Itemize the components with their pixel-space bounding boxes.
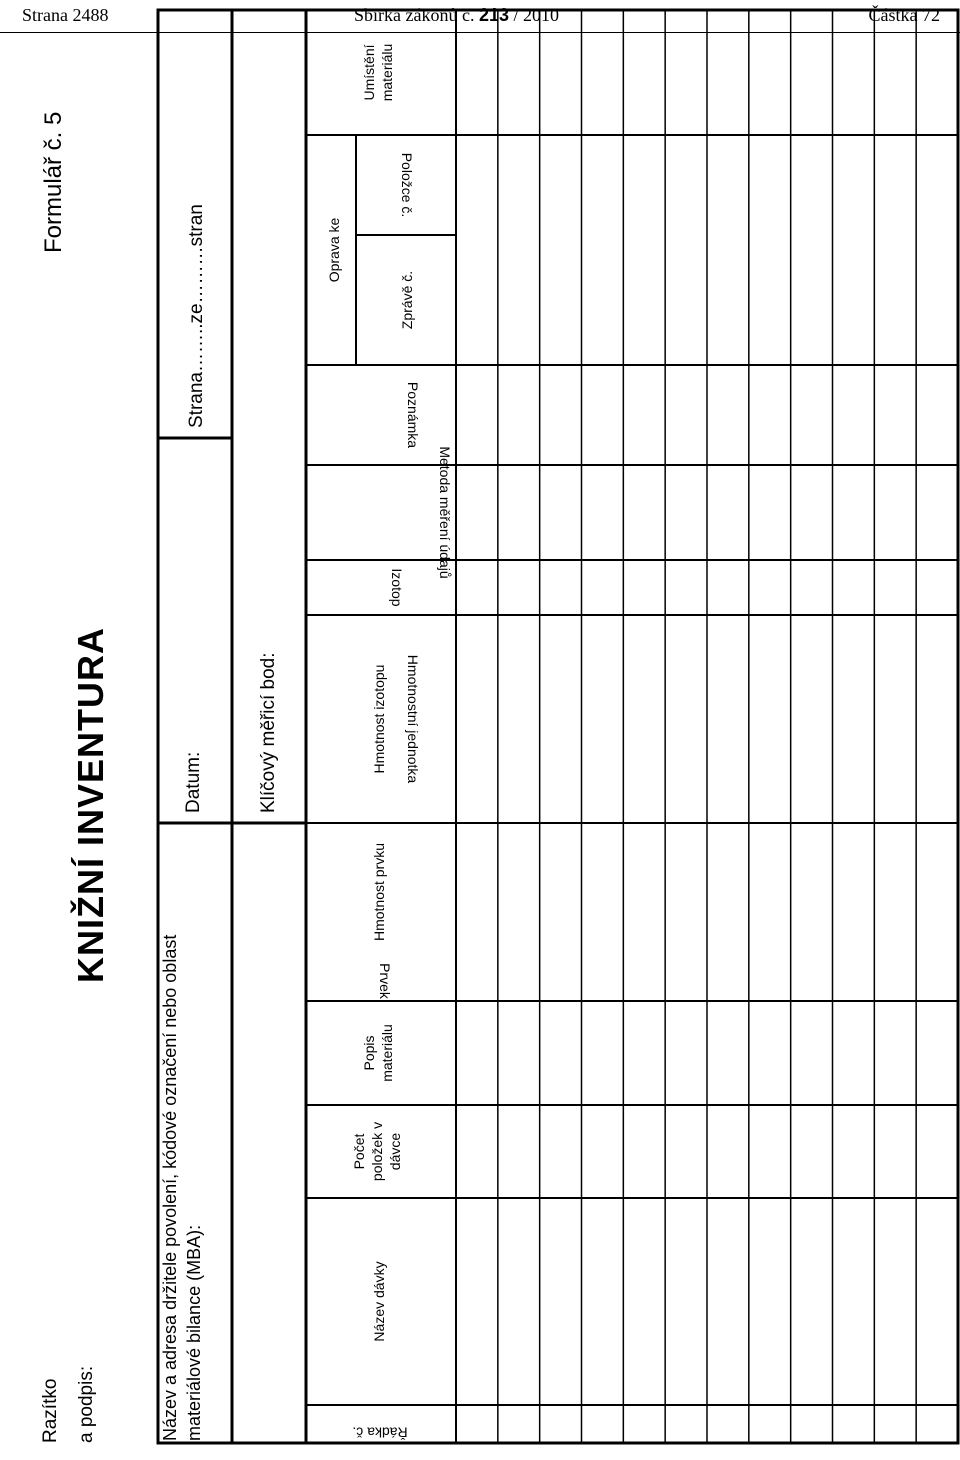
col-isotope: Izotop [389, 568, 405, 607]
form-number: Formulář č. 5 [40, 111, 67, 253]
col-correction: Oprava ke [326, 217, 342, 283]
col-report-number: Zprávě č. [399, 270, 415, 330]
col-items-count: Počet položek v dávce [351, 1121, 403, 1182]
col-element-mass: Hmotnost prvku [371, 842, 387, 942]
col-batch-name: Název dávky [371, 1261, 387, 1342]
signature-label: a podpis: [76, 1365, 97, 1443]
date-label: Datum: [183, 751, 204, 813]
col-measurement-method: Metoda měření údajů [437, 446, 453, 579]
mba-label-line1: Název a adresa držitele povolení, kódové označení nebo oblast [160, 934, 180, 1441]
form-title: KNIŽNÍ INVENTURA [70, 627, 111, 983]
part-number: Částka 72 [868, 5, 940, 25]
key-measurement-point-label: Klíčový měřicí bod: [258, 652, 279, 813]
row-lines [498, 10, 916, 1443]
col-element: Prvek [377, 963, 393, 999]
page-number: Strana 2488 [22, 5, 109, 25]
col-mass-unit: Hmotnostní jednotka [405, 654, 421, 784]
collection-reference: Sbírka zákonů č. 213 / 2010 [354, 5, 560, 25]
col-item-number: Položce č. [399, 152, 415, 218]
col-material-description: Popis materiálu [361, 1024, 395, 1082]
stamp-label: Razítko [40, 1378, 61, 1443]
col-material-location: Umístění materiálu [361, 43, 395, 102]
page-count-label: Strana……..ze………stran [186, 204, 207, 428]
mba-label-line2: materiálové bilance (MBA): [184, 1224, 204, 1441]
col-row-number: Řádka č. [352, 1424, 408, 1441]
col-isotope-mass: Hmotnost izotopu [371, 664, 387, 774]
col-note: Poznámka [405, 381, 421, 449]
